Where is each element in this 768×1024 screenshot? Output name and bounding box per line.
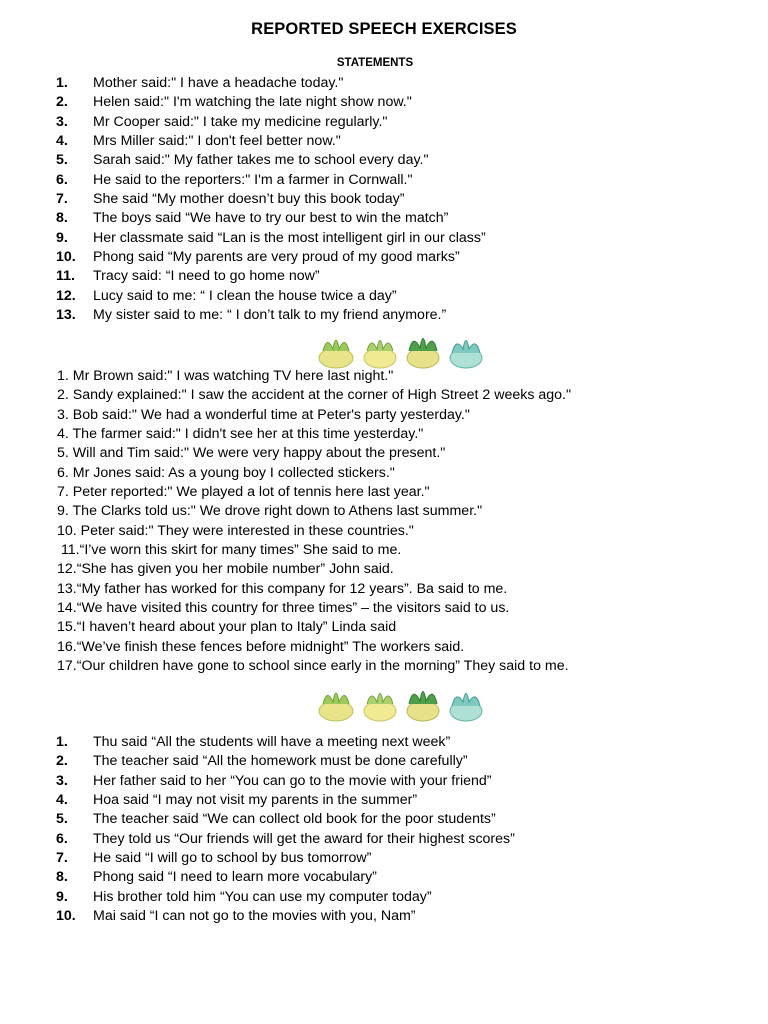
list-item (56, 907, 515, 926)
item-text: Phong said “My parents are very proud of my good marks” (93, 249, 460, 266)
item-text: The teacher said “All the homework must be done carefully” (93, 753, 468, 770)
list-item: 17.“Our children have gone to school since early in the morning” They said to me. (57, 658, 569, 675)
list-item: 10. Peter said:" They were interested in these countries." (57, 522, 414, 539)
list-item (56, 93, 486, 112)
list-item (56, 171, 486, 190)
list-item: 5. Will and Tim said:" We were very happy about the present." (57, 445, 446, 462)
item-number: 8. (56, 210, 68, 227)
list-item (56, 229, 486, 248)
item-text: Her classmate said “Lan is the most intelligent girl in our class” (93, 229, 486, 246)
list-item: 6. Mr Jones said: As a young boy I collected stickers." (57, 464, 395, 481)
list-item (56, 113, 486, 132)
list-item (56, 888, 515, 907)
list-item (56, 74, 486, 93)
list-item (56, 810, 515, 829)
item-number: 13. (56, 307, 76, 324)
modal-statements-list (56, 733, 515, 926)
item-number: 2. (56, 94, 68, 111)
item-number: 1. (56, 75, 68, 91)
item-number: 11. (56, 268, 75, 285)
item-text: Helen said:" I'm watching the late night show now." (93, 94, 412, 111)
list-item: 13.“My father has worked for this company for 12 years”. Ba said to me. (57, 580, 508, 597)
item-number: 1. (56, 734, 68, 750)
list-item (56, 772, 515, 791)
item-text: The boys said “We have to try our best to win the match” (93, 210, 449, 227)
item-number: 5. (56, 152, 68, 169)
list-item: 3. Bob said:" We had a wonderful time at Peter's party yesterday." (57, 406, 470, 423)
statements-list (56, 74, 486, 325)
item-number: 3. (56, 772, 68, 789)
list-item (56, 287, 486, 306)
item-number: 4. (56, 133, 68, 150)
item-text: Mr Cooper said:" I take my medicine regularly." (93, 113, 388, 130)
list-item: 12.“She has given you her mobile number” John said. (57, 561, 394, 578)
list-item: 15.“I haven’t heard about your plan to Italy” Linda said (57, 619, 397, 636)
item-text: He said to the reporters:" I'm a farmer in Cornwall." (93, 171, 413, 188)
list-item (56, 151, 486, 170)
list-item: 1. Mr Brown said:" I was watching TV here last night." (57, 368, 394, 384)
item-number: 10. (56, 908, 76, 925)
item-number: 8. (56, 869, 68, 886)
list-item (56, 752, 515, 771)
item-text: Sarah said:" My father takes me to school every day." (93, 152, 429, 169)
list-item (56, 733, 515, 752)
list-item (56, 267, 486, 286)
item-number: 4. (56, 792, 68, 809)
list-item (56, 132, 486, 151)
list-item: 11.“I’ve worn this skirt for many times” She said to me. (57, 542, 402, 559)
list-item (56, 830, 515, 849)
item-number: 6. (56, 830, 68, 847)
list-item: 7. Peter reported:" We played a lot of tennis here last year." (57, 484, 430, 501)
list-item: 16.“We’ve finish these fences before midnight” The workers said. (57, 638, 465, 655)
item-number: 6. (56, 171, 68, 188)
list-item (56, 849, 515, 868)
item-text: Lucy said to me: “ I clean the house twice a day” (93, 287, 397, 304)
item-text: My sister said to me: “ I don’t talk to my friend anymore.” (93, 307, 447, 324)
item-text: He said “I will go to school by bus tomorrow” (93, 850, 372, 867)
list-item: 4. The farmer said:" I didn't see her at this time yesterday." (57, 426, 424, 443)
item-text: Her father said to her “You can go to the movie with your friend” (93, 772, 492, 789)
item-text: Mother said:" I have a headache today." (93, 75, 344, 91)
list-item (56, 190, 486, 209)
item-text: Mai said “I can not go to the movies with you, Nam” (93, 908, 416, 925)
list-item (56, 306, 486, 325)
past-statements-list (57, 367, 571, 677)
item-text: Phong said “I need to learn more vocabulary” (93, 869, 377, 886)
item-text: Tracy said: “I need to go home now” (93, 268, 320, 285)
item-number: 7. (56, 850, 68, 867)
list-item: 14.“We have visited this country for three times” – the visitors said to us. (57, 600, 510, 617)
item-number: 9. (56, 229, 68, 246)
item-text: They told us “Our friends will get the award for their highest scores” (93, 830, 515, 847)
section-subtitle: STATEMENTS (336, 57, 414, 69)
item-number: 9. (56, 888, 68, 905)
succulent-plants-divider-icon (313, 680, 495, 722)
list-item (56, 868, 515, 887)
item-text: His brother told him “You can use my computer today” (93, 888, 432, 905)
item-number: 7. (56, 191, 68, 208)
list-item (56, 791, 515, 810)
item-number: 10. (56, 249, 76, 266)
page-title: REPORTED SPEECH EXERCISES (251, 20, 517, 38)
list-item (56, 248, 486, 267)
list-item: 2. Sandy explained:" I saw the accident at the corner of High Street 2 weeks ago." (57, 387, 572, 404)
item-text: Mrs Miller said:" I don't feel better now." (93, 133, 341, 150)
list-item (56, 209, 486, 228)
list-item: 9. The Clarks told us:" We drove right down to Athens last summer." (57, 503, 483, 520)
item-text: Hoa said “I may not visit my parents in the summer” (93, 792, 418, 809)
item-text: Thu said “All the students will have a meeting next week” (93, 734, 451, 750)
item-number: 3. (56, 113, 68, 130)
succulent-plants-divider-icon (313, 327, 495, 369)
item-text: She said “My mother doesn’t buy this book today” (93, 191, 405, 208)
item-number: 12. (56, 287, 76, 304)
item-number: 5. (56, 811, 68, 828)
item-text: The teacher said “We can collect old book for the poor students” (93, 811, 496, 828)
item-number: 2. (56, 753, 68, 770)
